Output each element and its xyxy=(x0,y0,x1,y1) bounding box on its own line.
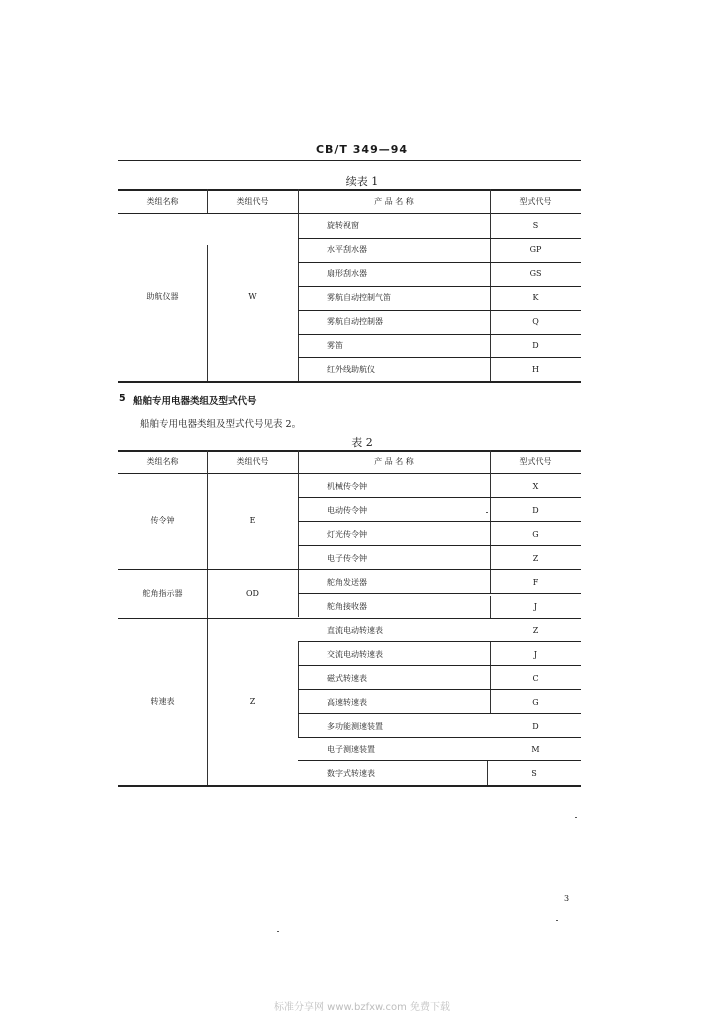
table1-header-type-code: 型式代号 xyxy=(519,197,552,206)
table2-row-rule xyxy=(298,545,581,546)
table2-header-type-code: 型式代号 xyxy=(519,457,552,466)
table-row-product: 数字式转速表 xyxy=(327,769,375,778)
table1-row-rule xyxy=(298,286,581,287)
table1-caption: 续表 1 xyxy=(345,175,379,188)
scan-speck xyxy=(575,817,577,818)
table2-group-name: 转速表 xyxy=(150,697,175,706)
table-row-code: Z xyxy=(532,626,539,635)
table-row-code: M xyxy=(531,745,540,754)
table-row-product: 磁式转速表 xyxy=(327,674,367,683)
table2-header-product: 产 品 名 称 xyxy=(374,457,414,466)
table-row-product: 电动传令钟 xyxy=(327,506,367,515)
table-row-product: 直流电动转速表 xyxy=(327,626,383,635)
table1-row-rule xyxy=(298,310,581,311)
section-title: 船舶专用电器类组及型式代号 xyxy=(133,396,257,407)
table1-col-divider xyxy=(298,189,299,381)
table1-header-group-name: 类组名称 xyxy=(146,197,179,206)
table2-row-rule xyxy=(298,713,581,714)
table1-top-rule xyxy=(118,189,581,191)
table1-group-name: 助航仪器 xyxy=(146,292,179,301)
table-row-code: H xyxy=(532,365,539,374)
page-number: 3 xyxy=(564,894,570,903)
table2-caption: 表 2 xyxy=(351,436,373,449)
table-row-product: 雾航自动控制气笛 xyxy=(327,293,391,302)
table-row-product: 电子传令钟 xyxy=(327,554,367,563)
section-paragraph: 船舶专用电器类组及型式代号见表 2。 xyxy=(140,419,302,430)
table-row-code: Z xyxy=(532,554,539,563)
table2-row-rule xyxy=(298,521,581,522)
table-row-product: 舵角发送器 xyxy=(327,578,367,587)
table2-row-rule xyxy=(298,593,581,594)
table2-header-rule xyxy=(118,473,581,474)
table1-col-divider xyxy=(207,245,208,381)
table-row-product: 雾笛 xyxy=(327,341,343,350)
table2-header-group-name: 类组名称 xyxy=(146,457,179,466)
table2-row-rule xyxy=(298,641,581,642)
table1-row-rule xyxy=(298,238,581,239)
table-row-product: 灯光传令钟 xyxy=(327,530,367,539)
table1-row-rule xyxy=(298,334,581,335)
table-row-code: D xyxy=(532,722,539,731)
table-row-product: 机械传令钟 xyxy=(327,482,367,491)
table2-top-rule xyxy=(118,450,581,452)
table2-row-rule xyxy=(298,665,581,666)
table-row-code: S xyxy=(531,769,537,778)
table-row-code: G xyxy=(532,530,539,539)
table-row-code: GP xyxy=(529,245,542,254)
table2-group-rule xyxy=(118,618,581,619)
table-row-code: S xyxy=(532,221,539,230)
section-number: 5 xyxy=(119,393,126,404)
table-row-code: X xyxy=(532,482,539,491)
table1-header-group-code: 类组代号 xyxy=(236,197,269,206)
table2-group-code: Z xyxy=(249,697,256,706)
table-row-product: 电子测速装置 xyxy=(327,745,375,754)
table-row-product: 交流电动转速表 xyxy=(327,650,383,659)
footer-watermark: 标准分享网 www.bzfxw.com 免费下载 xyxy=(274,1002,450,1013)
table-row-product: 多功能测速装置 xyxy=(327,722,383,731)
table-row-product: 旋转视窗 xyxy=(327,221,359,230)
table2-row-rule xyxy=(298,497,581,498)
table2-row-rule xyxy=(298,760,581,761)
table1-row-rule xyxy=(298,357,581,358)
table1-row-rule xyxy=(298,262,581,263)
table2-group-name: 传令钟 xyxy=(150,516,175,525)
table-row-product: 扇形刮水器 xyxy=(327,269,367,278)
table-row-product: 水平刮水器 xyxy=(327,245,367,254)
standard-header: CB/T 349—94 xyxy=(315,143,409,156)
table2-bottom-rule xyxy=(118,785,581,787)
table2-group-rule xyxy=(118,569,581,570)
table2-group-name: 舵角指示器 xyxy=(142,589,183,598)
table-row-code: D xyxy=(532,341,539,350)
table1-header-rule xyxy=(118,213,581,214)
table2-group-code: OD xyxy=(246,589,259,598)
table2-row-rule xyxy=(298,737,581,738)
table-row-code: F xyxy=(532,578,539,587)
table1-group-code: W xyxy=(248,292,257,301)
table1-col-divider xyxy=(490,189,491,381)
table1-bottom-rule xyxy=(118,381,581,383)
scan-speck xyxy=(556,920,558,921)
header-rule xyxy=(118,160,581,161)
table2-row-rule xyxy=(298,689,581,690)
table-row-code: K xyxy=(532,293,539,302)
table-row-code: J xyxy=(533,650,538,659)
table-row-product: 高速转速表 xyxy=(327,698,367,707)
table2-group-code: E xyxy=(249,516,256,525)
table-row-product: 红外线助航仪 xyxy=(327,365,375,374)
table-row-code: GS xyxy=(529,269,542,278)
scan-speck xyxy=(277,931,279,932)
table-row-code: G xyxy=(532,698,539,707)
table-row-code: D xyxy=(532,506,539,515)
scan-speck xyxy=(486,512,488,513)
table-row-code: J xyxy=(533,602,538,611)
table-row-code: C xyxy=(532,674,539,683)
table1-header-product: 产 品 名 称 xyxy=(374,197,414,206)
table-row-product: 舵角接收器 xyxy=(327,602,367,611)
table-row-product: 雾航自动控制器 xyxy=(327,317,383,326)
table2-header-group-code: 类组代号 xyxy=(236,457,269,466)
table-row-code: Q xyxy=(532,317,539,326)
